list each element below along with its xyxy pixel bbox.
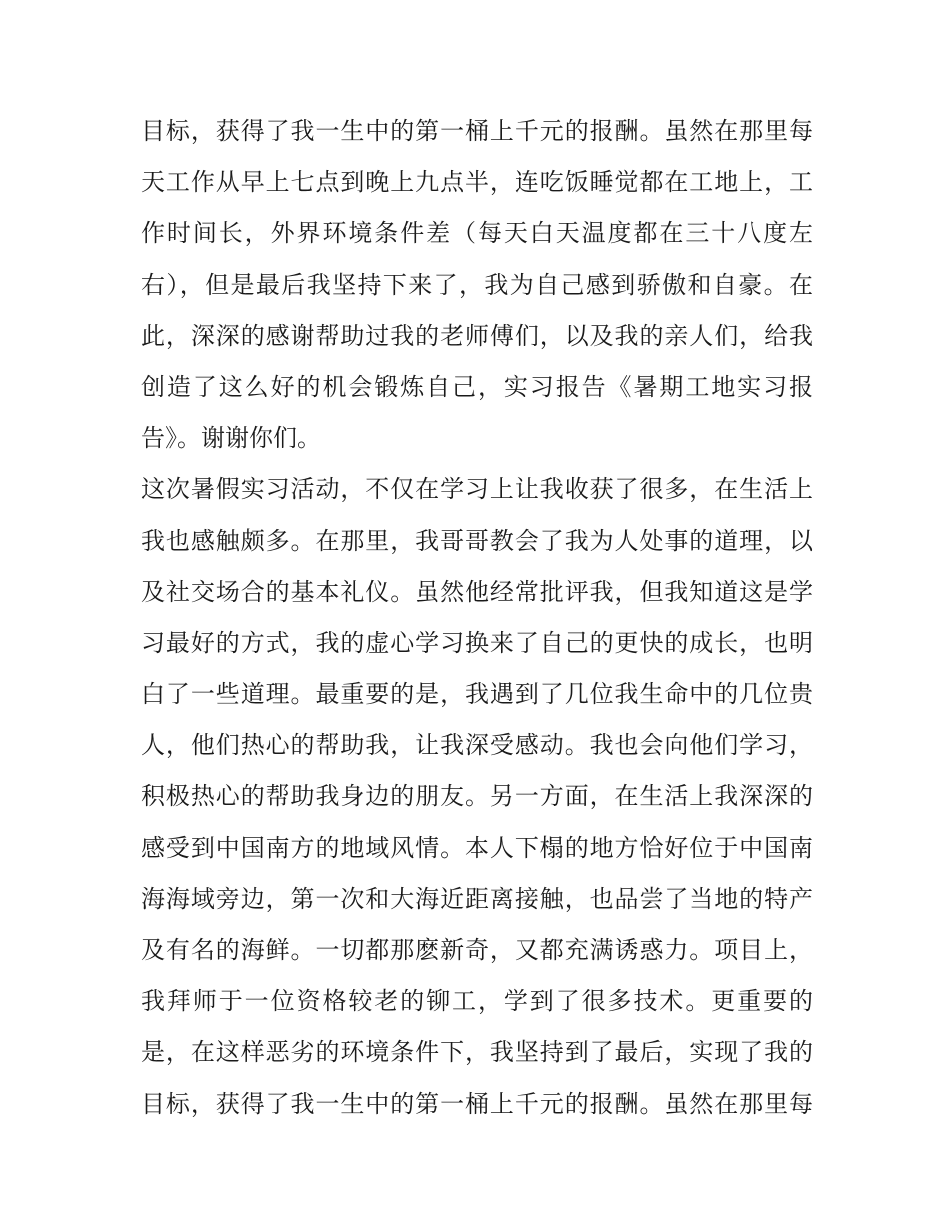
text-line: 目标，获得了我一生中的第一桶上千元的报酬。虽然在那里每	[141, 1089, 813, 1118]
text-line: 目标，获得了我一生中的第一桶上千元的报酬。虽然在那里每	[141, 117, 813, 145]
text-line: 及有名的海鲜。一切都那麽新奇，又都充满诱惑力。项目上，	[141, 936, 813, 964]
text-line: 这次暑假实习活动，不仅在学习上让我收获了很多，在生活上	[141, 475, 813, 504]
text-line: 是，在这样恶劣的环境条件下，我坚持到了最后，实现了我的	[141, 1038, 813, 1067]
text-line: 及社交场合的基本礼仪。虽然他经常批评我，但我知道这是学	[141, 577, 813, 606]
text-line: 作时间长，外界环境条件差（每天白天温度都在三十八度左	[141, 219, 813, 248]
text-line: 感受到中国南方的地域风情。本人下榻的地方恰好位于中国南	[141, 833, 813, 862]
body-text	[141, 106, 813, 1130]
text-line: 天工作从早上七点到晚上九点半，连吃饭睡觉都在工地上，工	[141, 168, 813, 197]
text-line: 此，深深的感谢帮助过我的老师傅们，以及我的亲人们，给我	[141, 321, 813, 350]
text-line: 告》。谢谢你们。	[141, 424, 321, 453]
text-line: 右），但是最后我坚持下来了，我为自己感到骄傲和自豪。在	[141, 270, 813, 299]
text-line: 我也感触颇多。在那里，我哥哥教会了我为人处事的道理，以	[141, 526, 813, 555]
text-line: 人，他们热心的帮助我，让我深受感动。我也会向他们学习，	[141, 731, 813, 760]
text-line: 创造了这么好的机会锻炼自己，实习报告《暑期工地实习报	[141, 372, 813, 401]
text-line: 我拜师于一位资格较老的铆工，学到了很多技术。更重要的	[141, 987, 813, 1016]
text-line: 积极热心的帮助我身边的朋友。另一方面，在生活上我深深的	[141, 782, 813, 811]
text-line: 海海域旁边，第一次和大海近距离接触，也品尝了当地的特产	[141, 884, 813, 913]
text-line: 白了一些道理。最重要的是，我遇到了几位我生命中的几位贵	[141, 680, 813, 709]
text-line: 习最好的方式，我的虚心学习换来了自己的更快的成长，也明	[141, 628, 813, 657]
